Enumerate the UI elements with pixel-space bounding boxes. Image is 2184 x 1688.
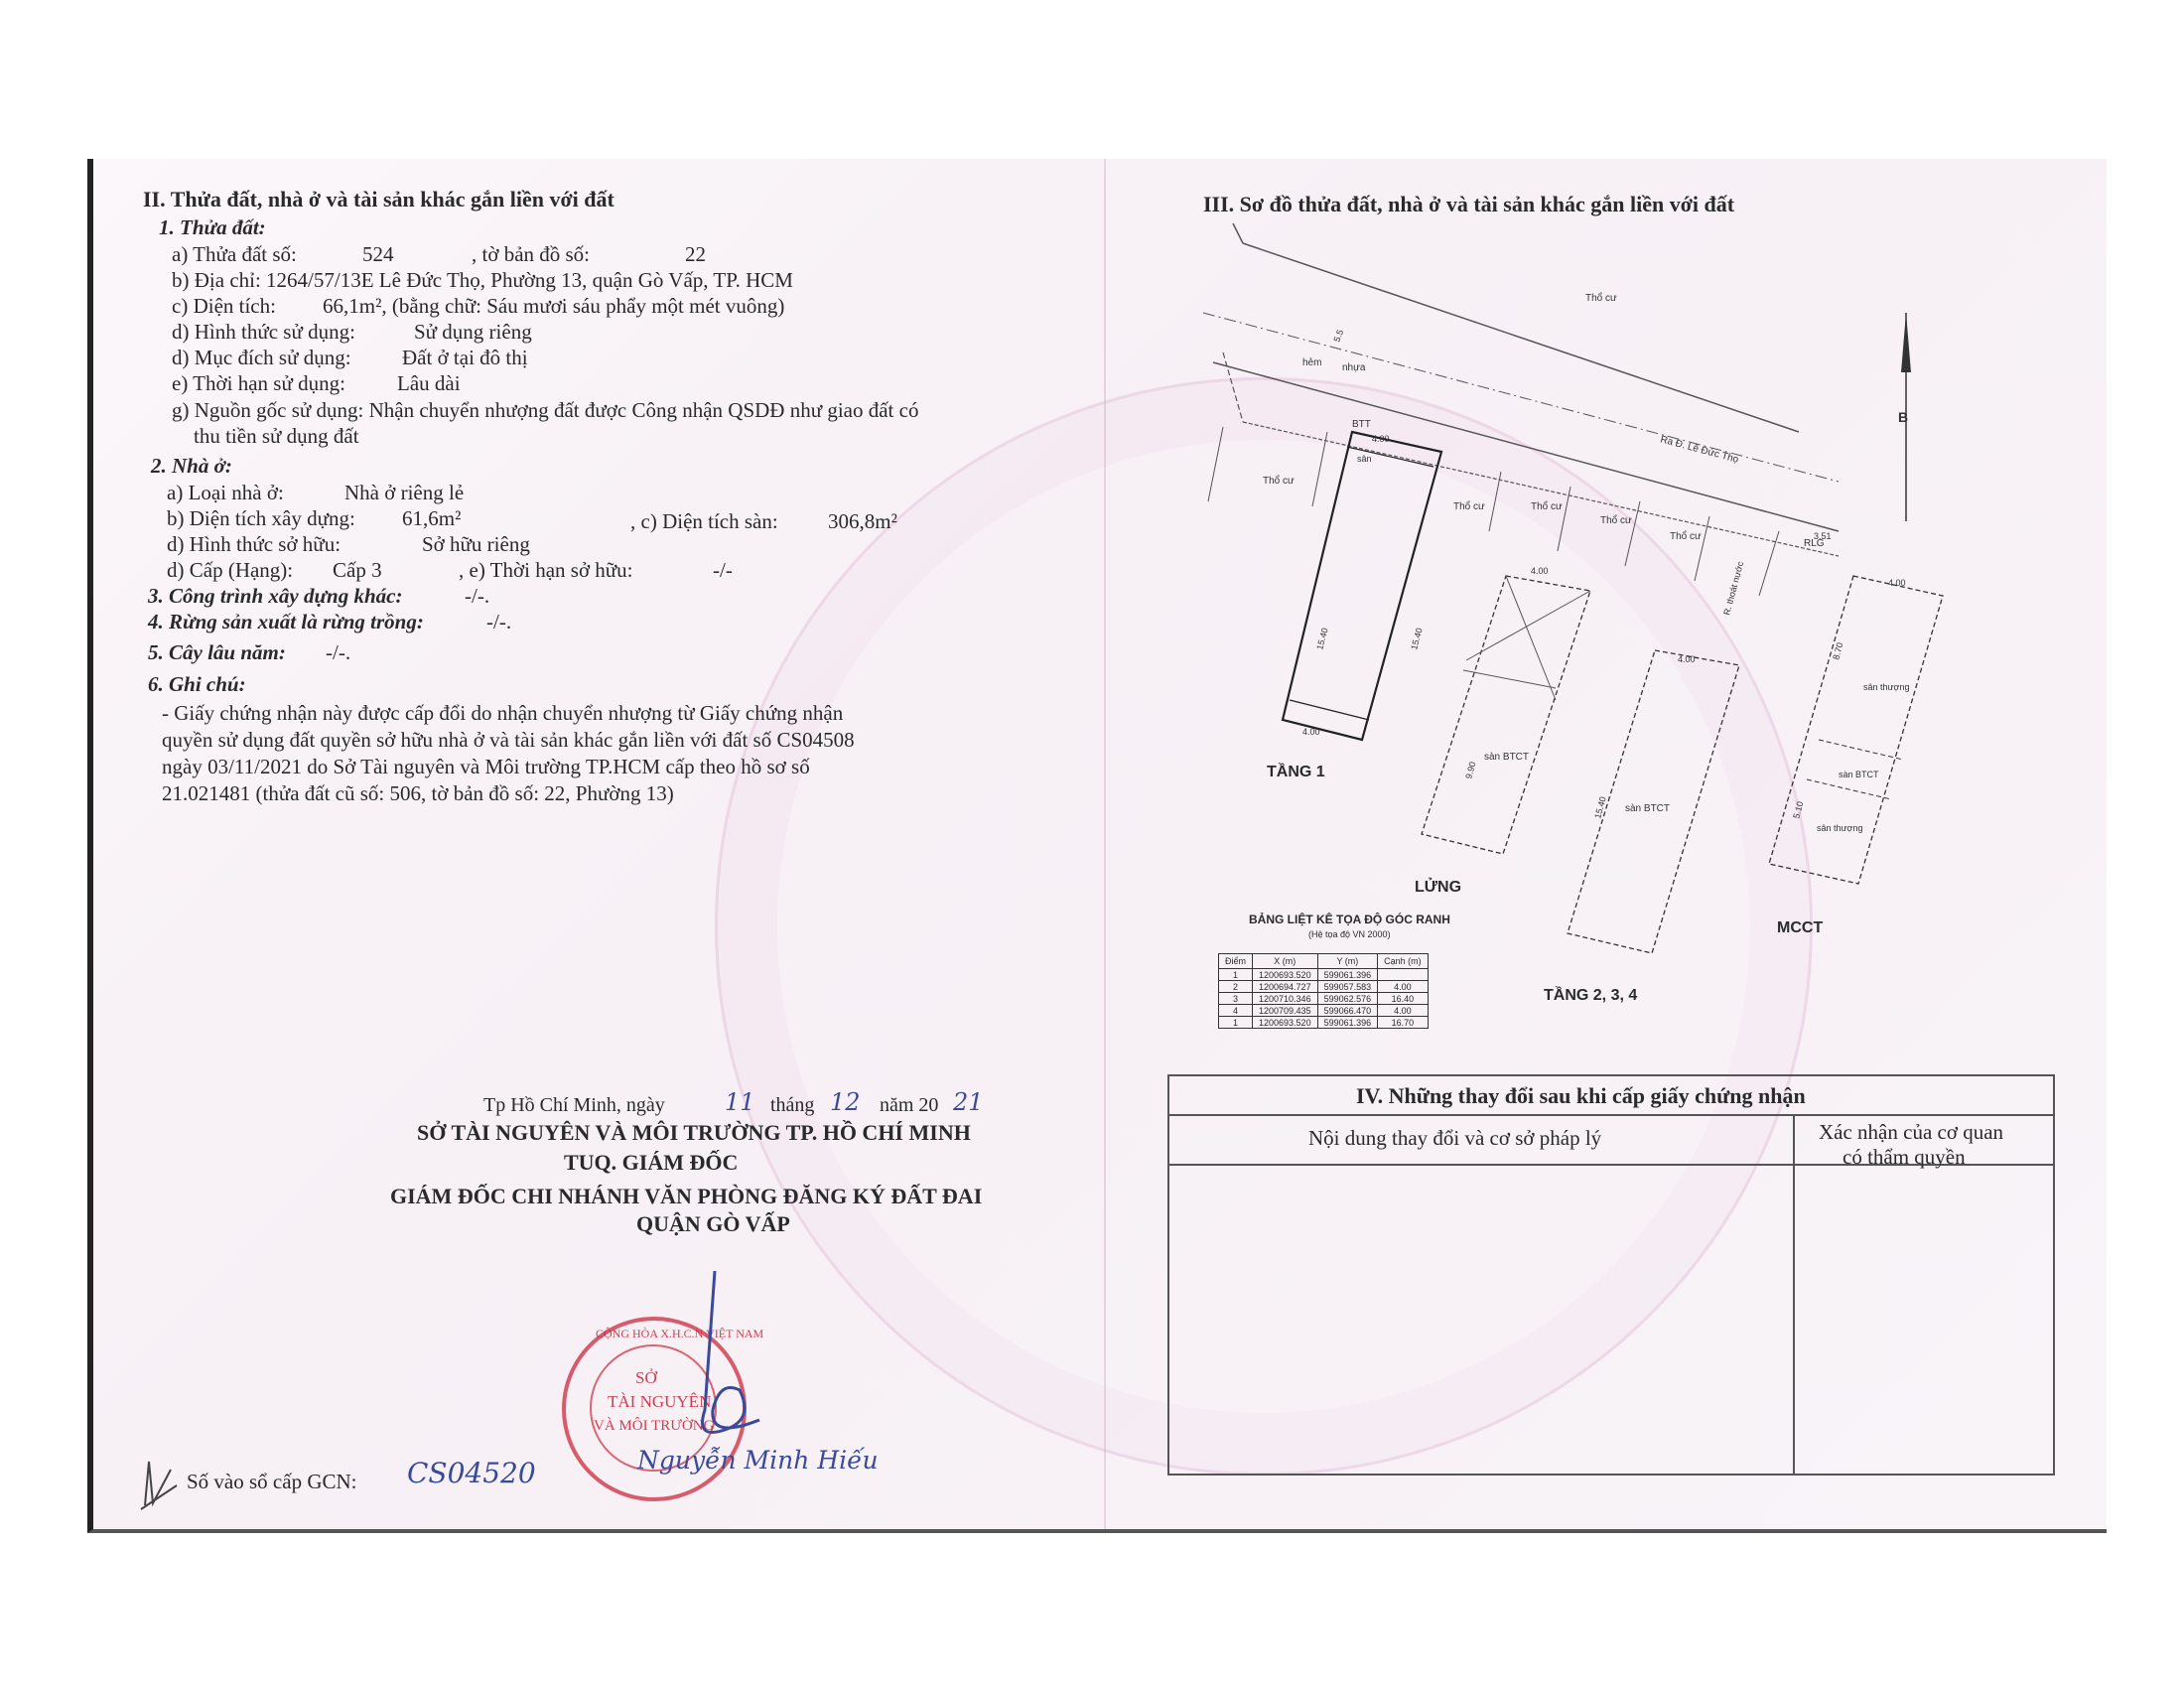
build-area-value: 61,6m²	[402, 506, 462, 530]
label-thoco-4: Thổ cư	[1531, 501, 1563, 512]
ownership-term-label: , e) Thời hạn sở hữu:	[459, 558, 633, 582]
dim-front-width: 4.00	[1372, 434, 1390, 444]
label-floor-slab: sàn BTCT	[1625, 803, 1671, 814]
land-parcel-label: a) Thửa đất số:	[172, 242, 297, 266]
gcn-number-label: Số vào sổ cấp GCN:	[187, 1470, 357, 1493]
item-6-label: 6. Ghi chú:	[148, 672, 246, 696]
table-row: 3 1200710.346 599062.576 16.40	[1219, 993, 1429, 1005]
road-edge-bottom	[1213, 362, 1839, 531]
table-row: 4 1200709.435 599066.470 4.00	[1219, 1005, 1429, 1017]
mezzanine-outline	[1422, 576, 1590, 854]
roof-plan-outline	[1769, 576, 1943, 884]
stamp-ring-text: CỘNG HÒA X.H.C.N VIỆT NAM	[596, 1327, 764, 1340]
note-line-1: - Giấy chứng nhận này được cấp đổi do nhận chuyển nhượng từ Giấy chứng nhận	[162, 701, 844, 725]
floor-2-3-4-label: TẦNG 2, 3, 4	[1544, 987, 1638, 1004]
changes-column-divider	[1793, 1114, 1795, 1474]
floor-area-label: , c) Diện tích sàn:	[630, 509, 778, 533]
label-rlg: RLG	[1804, 538, 1825, 549]
dim-side-right: 15.40	[1409, 627, 1425, 651]
ownership-label: d) Hình thức sở hữu:	[167, 532, 341, 556]
issue-month: 12	[830, 1088, 861, 1116]
issuer-line-4: QUẬN GÒ VẤP	[636, 1211, 790, 1236]
note-line-3: ngày 03/11/2021 do Sở Tài nguyên và Môi trường TP.HCM cấp theo hồ sơ số	[162, 755, 810, 778]
house-title: 2. Nhà ở:	[151, 454, 232, 478]
label-road: Ra Đ. Lê Đức Thọ	[1659, 434, 1740, 466]
land-parcel-value: 524	[362, 242, 394, 266]
dim-floor-width: 4.00	[1678, 654, 1696, 664]
col-x: X (m)	[1253, 954, 1318, 969]
issuer-line-2: TUQ. GIÁM ĐỐC	[564, 1150, 739, 1175]
usage-origin-line2: thu tiền sử dụng đất	[194, 424, 359, 448]
table-header-row	[1219, 954, 1429, 969]
dim-mezz-width: 4.00	[1531, 566, 1549, 576]
issue-date-prefix: Tp Hồ Chí Minh, ngày	[483, 1094, 665, 1116]
coords-subtitle: (Hệ tọa độ VN 2000)	[1308, 929, 1391, 939]
table-row: 1 1200693.520 599061.396 16.70	[1219, 1017, 1429, 1029]
floor-1-label: TẦNG 1	[1267, 764, 1325, 780]
label-thoco-6: Thổ cư	[1670, 531, 1702, 542]
ownership-term-value: -/-	[713, 558, 733, 582]
dim-rlg: 3.51	[1814, 531, 1832, 541]
usage-form-label: d) Hình thức sử dụng:	[172, 320, 355, 344]
issue-day: 11	[725, 1088, 755, 1116]
floor-area-value: 306,8m²	[828, 509, 897, 533]
label-thoco-1: Thổ cư	[1585, 293, 1617, 304]
item-5-value: -/-.	[326, 640, 351, 664]
north-label: B	[1898, 409, 1909, 425]
dim-side-left: 15.40	[1314, 627, 1330, 651]
land-area-value: 66,1m², (bằng chữ: Sáu mươi sáu phẩy một mét vuông)	[323, 294, 785, 318]
corner-coordinates-table	[1218, 953, 1429, 1029]
label-drain: R. thoát nước	[1721, 560, 1746, 617]
dim-rear-width: 4.00	[1302, 727, 1320, 737]
usage-form-value: Sử dụng riêng	[414, 320, 532, 344]
item-4-value: -/-.	[486, 610, 512, 633]
issuer-line-1: SỞ TÀI NGUYÊN VÀ MÔI TRƯỜNG TP. HỒ CHÍ MINH	[417, 1120, 971, 1145]
label-thoco-3: Thổ cư	[1453, 501, 1485, 512]
issue-month-label: tháng	[770, 1094, 815, 1116]
col-y: Y (m)	[1317, 954, 1378, 969]
label-btt: BTT	[1352, 419, 1371, 430]
grade-value: Cấp 3	[333, 558, 382, 582]
signer-name: Nguyễn Minh Hiếu	[637, 1446, 879, 1475]
stamp-line-1: SỞ	[635, 1368, 657, 1387]
issue-year: 21	[953, 1088, 984, 1116]
item-4-label: 4. Rừng sản xuất là rừng trồng:	[148, 610, 424, 633]
label-thoco-2: Thổ cư	[1263, 476, 1295, 487]
land-area-label: c) Diện tích:	[172, 294, 276, 318]
fold-line	[1104, 159, 1106, 1529]
changes-col-content: Nội dung thay đổi và cơ sở pháp lý	[1308, 1126, 1602, 1150]
changes-col-confirm-2: có thẩm quyền	[1843, 1145, 1966, 1169]
stamp-line-3: VÀ MÔI TRƯỜNG	[594, 1418, 715, 1434]
stamp-line-2: TÀI NGUYÊN	[608, 1392, 712, 1411]
note-line-4: 21.021481 (thửa đất cũ số: 506, tờ bản đồ số: 22, Phường 13)	[162, 781, 674, 805]
dim-mezz-side: 9.90	[1463, 760, 1478, 780]
usage-origin-line1: g) Nguồn gốc sử dụng: Nhận chuyển nhượng đất được Công nhận QSDĐ như giao đất có	[172, 398, 919, 422]
roof-plan-label: MCCT	[1777, 919, 1824, 936]
changes-col-confirm-1: Xác nhận của cơ quan	[1819, 1120, 2004, 1144]
dim-floor-side: 15.40	[1592, 795, 1608, 820]
issuer-line-3: GIÁM ĐỐC CHI NHÁNH VĂN PHÒNG ĐĂNG KÝ ĐẤT ĐAI	[390, 1184, 983, 1208]
initials-mark	[137, 1456, 181, 1513]
dim-roof-width: 4.00	[1888, 578, 1906, 588]
usage-term-value: Lâu dài	[397, 371, 461, 395]
floor-2-3-4-outline	[1568, 650, 1739, 953]
ownership-value: Sở hữu riêng	[422, 532, 530, 556]
build-area-label: b) Diện tích xây dựng:	[167, 506, 355, 530]
label-roof-terrace-1: sân thượng	[1863, 682, 1910, 692]
note-line-2: quyền sử dụng đất quyền sở hữu nhà ở và tài sản khác gắn liền với đất số CS04508	[162, 728, 855, 752]
map-sheet-label: , tờ bản đồ số:	[472, 242, 591, 266]
floor-1-outline	[1283, 432, 1441, 740]
dim-road: 5.5	[1331, 328, 1346, 344]
dim-roof-rear: 5.10	[1791, 799, 1806, 820]
land-title: 1. Thửa đất:	[159, 215, 266, 239]
label-mezz-slab: sàn BTCT	[1484, 752, 1530, 763]
gcn-number-value: CS04520	[407, 1457, 536, 1489]
house-type-value: Nhà ở riêng lẻ	[344, 481, 465, 504]
land-address: b) Địa chỉ: 1264/57/13E Lê Đức Thọ, Phường 13, quận Gò Vấp, TP. HCM	[172, 268, 793, 292]
map-sheet-value: 22	[685, 242, 706, 266]
table-row: 2 1200694.727 599057.583 4.00	[1219, 981, 1429, 993]
usage-purpose-value: Đất ở tại đô thị	[402, 346, 528, 369]
item-3-label: 3. Công trình xây dựng khác:	[148, 584, 403, 608]
section-3-title: III. Sơ đồ thửa đất, nhà ở và tài sản khác gắn liền với đất	[1203, 192, 1735, 216]
label-hem: hẻm	[1302, 357, 1322, 368]
col-point: Điểm	[1219, 954, 1253, 969]
dim-roof-terrace: 8.70	[1831, 640, 1845, 661]
mezzanine-label: LỬNG	[1415, 879, 1462, 896]
table-row: 1 1200693.520 599061.396	[1219, 969, 1429, 981]
grade-label: d) Cấp (Hạng):	[167, 558, 294, 582]
site-plan-diagram	[1203, 223, 1958, 988]
road-edge-top	[1243, 243, 1799, 432]
house-type-label: a) Loại nhà ở:	[167, 481, 284, 504]
section-4-title: IV. Những thay đổi sau khi cấp giấy chứng nhận	[1356, 1083, 1806, 1108]
label-nhua: nhựa	[1342, 362, 1366, 373]
usage-purpose-label: d) Mục đích sử dụng:	[172, 346, 351, 369]
label-thoco-5: Thổ cư	[1600, 515, 1632, 526]
col-edge: Cạnh (m)	[1378, 954, 1429, 969]
item-5-label: 5. Cây lâu năm:	[148, 640, 286, 664]
coords-title: BẢNG LIỆT KÊ TỌA ĐỘ GÓC RANH	[1249, 913, 1450, 926]
label-roof-terrace-2: sân thượng	[1817, 823, 1863, 833]
label-roof-slab: sàn BTCT	[1839, 770, 1879, 779]
section-2-title: II. Thửa đất, nhà ở và tài sản khác gắn liền với đất	[143, 187, 614, 211]
label-san: sân	[1357, 454, 1372, 464]
usage-term-label: e) Thời hạn sử dụng:	[172, 371, 345, 395]
item-3-value: -/-.	[465, 584, 490, 608]
issue-year-label: năm 20	[880, 1094, 939, 1116]
